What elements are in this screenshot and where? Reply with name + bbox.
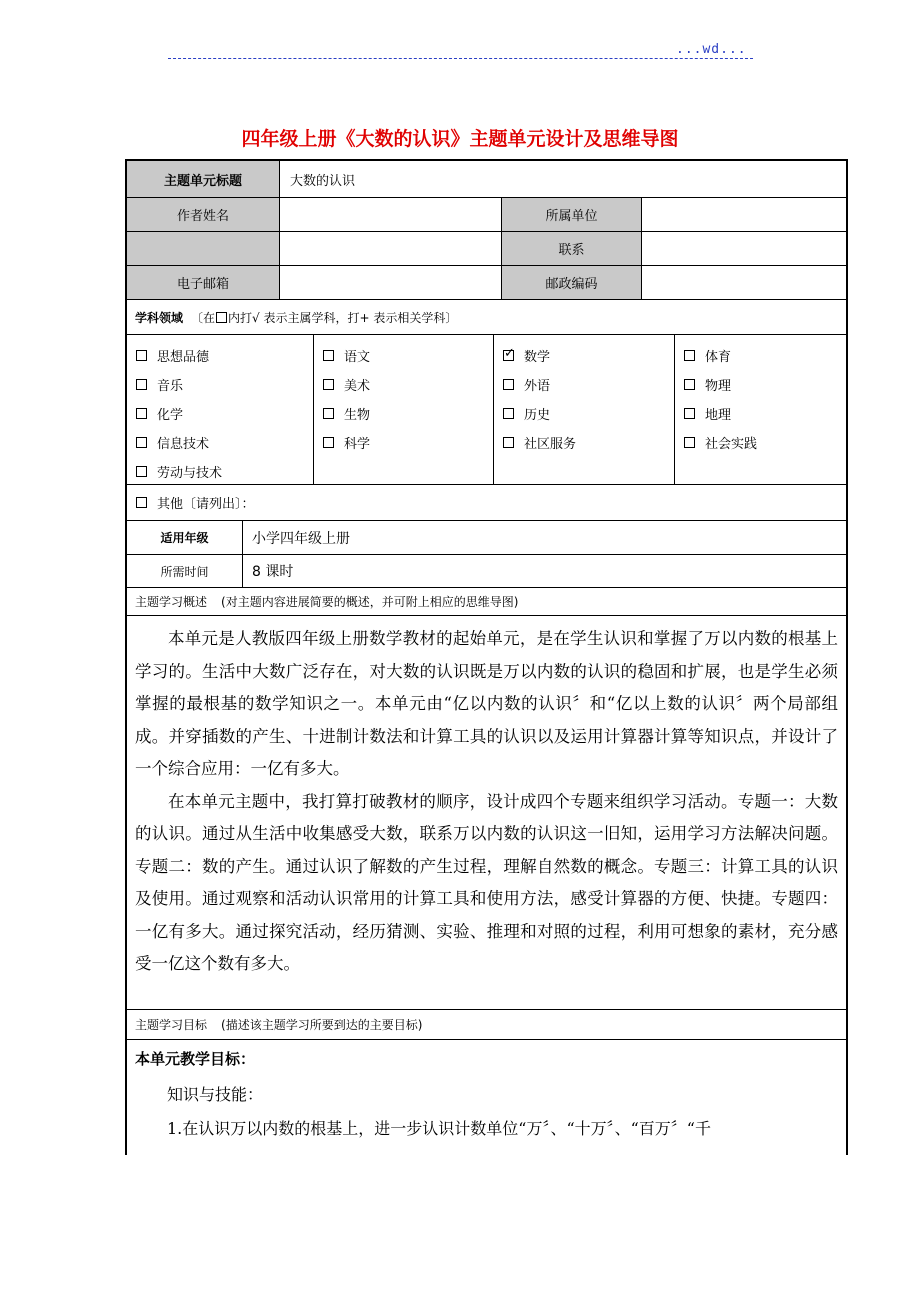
- subject-checkbox[interactable]: 思想品德: [136, 341, 313, 370]
- other-subject-row: [127, 485, 846, 521]
- blank-value-cell[interactable]: [280, 232, 502, 265]
- subject-checkbox[interactable]: 信息技术: [136, 428, 313, 457]
- grade-value: 小学四年级上册: [252, 530, 350, 547]
- contact-value[interactable]: [642, 232, 846, 265]
- checkbox-icon[interactable]: [136, 408, 147, 419]
- goals-heading: 本单元教学目标：: [135, 1050, 256, 1068]
- goals-header-row: [127, 1010, 846, 1040]
- checkbox-icon[interactable]: [503, 408, 514, 419]
- postcode-value[interactable]: [642, 266, 846, 299]
- email-value[interactable]: [280, 266, 502, 299]
- overview-body: [127, 616, 846, 1010]
- subject-column-2: [314, 335, 494, 484]
- checkbox-icon[interactable]: [323, 408, 334, 419]
- checkbox-icon[interactable]: [684, 350, 695, 361]
- subject-column-4: [675, 335, 846, 484]
- design-form-table: [125, 159, 848, 1155]
- checkbox-icon[interactable]: [136, 497, 147, 508]
- sample-checkbox-icon: [216, 312, 227, 323]
- postcode-label: 邮政编码: [502, 266, 642, 299]
- header-mark: ...wd...: [676, 42, 747, 57]
- subject-area-note: 〔在: [191, 310, 216, 325]
- author-label: 作者姓名: [127, 198, 280, 231]
- subject-checkbox[interactable]: 生物: [323, 399, 493, 428]
- author-row: [127, 198, 846, 232]
- contact-row: [127, 232, 846, 266]
- subject-checkbox[interactable]: 体育: [684, 341, 846, 370]
- other-subject-label: 其他〔请列出〕：: [157, 497, 255, 512]
- time-label: 所需时间: [127, 555, 243, 587]
- checkbox-icon[interactable]: [136, 437, 147, 448]
- unit-label: 所属单位: [502, 198, 642, 231]
- subject-checkbox[interactable]: 社会实践: [684, 428, 846, 457]
- goals-note: (描述该主题学习所要到达的主要目标): [221, 1018, 423, 1032]
- subject-checkbox-math[interactable]: ✓ 数学: [503, 341, 674, 370]
- subject-checkbox[interactable]: 科学: [323, 428, 493, 457]
- page-title: 四年级上册《大数的认识》主题单元设计及思维导图: [241, 128, 679, 150]
- theme-value: 大数的认识: [290, 173, 356, 189]
- contact-label: 联系: [502, 232, 642, 265]
- subject-checkbox[interactable]: 语文: [323, 341, 493, 370]
- unit-value[interactable]: [642, 198, 846, 231]
- overview-paragraph-2: 在本单元主题中，我打算打破教材的顺序，设计成四个专题来组织学习活动。专题一：大数的认识。通过从生活中收集感受大数，联系万以内数的认识这一旧知，运用学习方法解决问题。专题二：数的产生。通过认识了解数的产生过程，理解自然数的概念。专题三：计算工具的认识及使用。通过观察和活动认识常用的计算工具和使用方法，感受计算器的方便、快捷。专题四：一亿有多大。通过探究活动，经历猜测、实验、推理和对照的过程，利用可想象的素材，充分感受一亿这个数有多大。: [135, 791, 838, 973]
- other-subject-checkbox[interactable]: [127, 485, 846, 520]
- time-value: 8 课时: [252, 564, 294, 580]
- subject-column-3: [494, 335, 675, 484]
- subjects-grid: [127, 335, 846, 485]
- subject-area-note-2: 内打√ 表示主属学科，打+ 表示相关学科〕: [228, 310, 458, 325]
- goals-item-1: 1.在认识万以内数的根基上，进一步认识计数单位“万〞、“十万〞、“百万〞“千: [167, 1118, 711, 1138]
- overview-paragraph-1: 本单元是人教版四年级上册数学教材的起始单元，是在学生认识和掌握了万以内数的根基上学习的。生活中大数广泛存在，对大数的认识既是万以内数的认识的稳固和扩展，也是学生必须掌握的最根基的数学知识之一。本单元由“亿以内数的认识〞和“亿以上数的认识〞两个局部组成。并穿插数的产生、十进制计数法和计算工具的认识以及运用计算器计算等知识点，并设计了一个综合应用：一亿有多大。: [135, 629, 838, 778]
- checkbox-icon[interactable]: [136, 350, 147, 361]
- subject-checkbox[interactable]: 社区服务: [503, 428, 674, 457]
- checkbox-icon[interactable]: [136, 466, 147, 477]
- blank-gray-cell: [127, 232, 280, 265]
- subject-checkbox[interactable]: 美术: [323, 370, 493, 399]
- goals-subheading: 知识与技能：: [167, 1084, 264, 1104]
- goals-label: 主题学习目标: [135, 1018, 208, 1032]
- goals-body: [127, 1040, 846, 1155]
- header-rule: [168, 58, 753, 59]
- subject-checkbox[interactable]: 地理: [684, 399, 846, 428]
- checkbox-icon[interactable]: [323, 379, 334, 390]
- subject-checkbox[interactable]: 劳动与技术: [136, 457, 313, 486]
- time-row: [127, 555, 846, 588]
- theme-row: [127, 161, 846, 198]
- subject-checkbox[interactable]: 外语: [503, 370, 674, 399]
- subject-checkbox[interactable]: 历史: [503, 399, 674, 428]
- subject-area-label: 学科领域: [135, 310, 184, 325]
- checkbox-icon[interactable]: [684, 408, 695, 419]
- overview-label: 主题学习概述: [135, 595, 208, 609]
- author-value[interactable]: [280, 198, 502, 231]
- checkbox-icon[interactable]: [136, 379, 147, 390]
- email-label: 电子邮箱: [127, 266, 280, 299]
- subject-checkbox[interactable]: 音乐: [136, 370, 313, 399]
- overview-header-row: [127, 588, 846, 616]
- email-row: [127, 266, 846, 300]
- checkbox-icon[interactable]: [503, 379, 514, 390]
- checkbox-icon[interactable]: [684, 437, 695, 448]
- checkbox-icon[interactable]: [684, 379, 695, 390]
- theme-label: 主题单元标题: [127, 161, 280, 197]
- checked-checkbox-icon[interactable]: [503, 350, 514, 361]
- grade-label: 适用年级: [127, 521, 243, 554]
- checkbox-icon[interactable]: [323, 437, 334, 448]
- subject-checkbox[interactable]: 物理: [684, 370, 846, 399]
- checkbox-icon[interactable]: [503, 437, 514, 448]
- subject-area-row: [127, 300, 846, 335]
- overview-note: (对主题内容进展简要的概述，并可附上相应的思维导图): [221, 595, 519, 609]
- subject-column-1: [127, 335, 314, 484]
- subject-checkbox[interactable]: 化学: [136, 399, 313, 428]
- grade-row: [127, 521, 846, 555]
- checkbox-icon[interactable]: [323, 350, 334, 361]
